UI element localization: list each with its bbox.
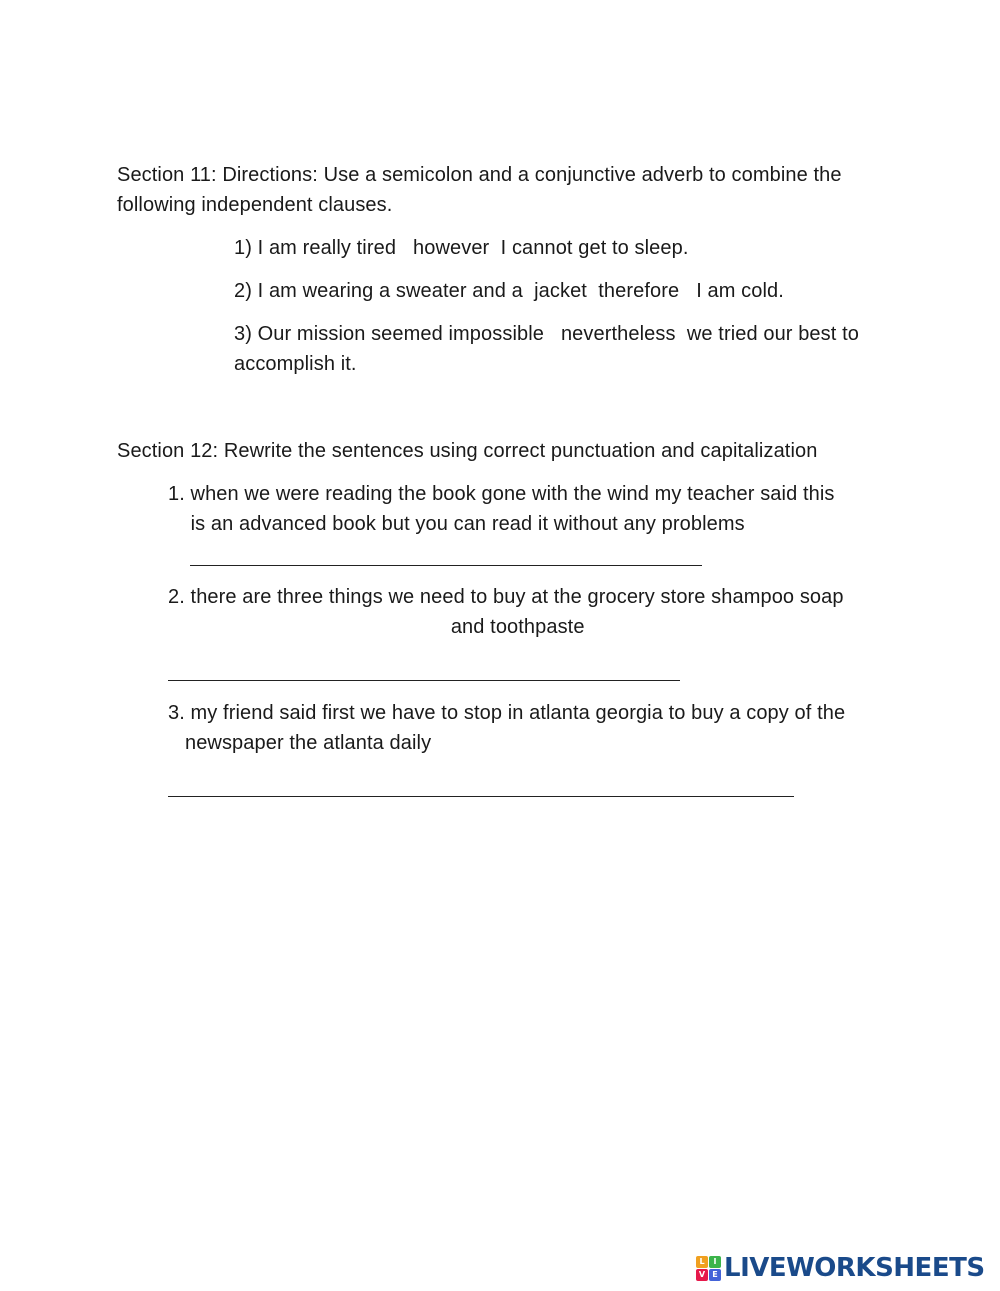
section-12-directions: Section 12: Rewrite the sentences using correct punctuation and capitalization <box>117 440 818 462</box>
logo-block-v: V <box>696 1269 708 1281</box>
liveworksheets-logo <box>696 1252 985 1284</box>
logo-text: LIVEWORKSHEETS <box>724 1253 985 1283</box>
section-12-question-3: 3. my friend said first we have to stop in atlanta georgia to buy a copy of the newspaper the atlanta daily <box>168 702 846 754</box>
logo-block-i: I <box>709 1256 721 1268</box>
section-12-question-2: 2. there are three things we need to buy at the grocery store shampoo soap and toothpaste <box>168 586 844 638</box>
logo-blocks-icon <box>696 1256 721 1281</box>
logo-block-e: E <box>709 1269 721 1281</box>
section-11-item-1: 1) I am really tired however I cannot get to sleep. <box>234 237 689 259</box>
section-12-question-1: 1. when we were reading the book gone with the wind my teacher said this is an advanced book but you can read it without any problems <box>168 483 835 535</box>
answer-line-2[interactable] <box>168 680 680 681</box>
section-11-item-2: 2) I am wearing a sweater and a jacket therefore I am cold. <box>234 280 784 302</box>
answer-line-3[interactable] <box>168 796 794 797</box>
section-11-item-3: 3) Our mission seemed impossible nevertheless we tried our best to accomplish it. <box>234 323 865 375</box>
logo-block-l: L <box>696 1256 708 1268</box>
section-11-directions: Section 11: Directions: Use a semicolon and a conjunctive adverb to combine the following independent clauses. <box>117 164 848 216</box>
answer-line-1[interactable] <box>190 565 702 566</box>
